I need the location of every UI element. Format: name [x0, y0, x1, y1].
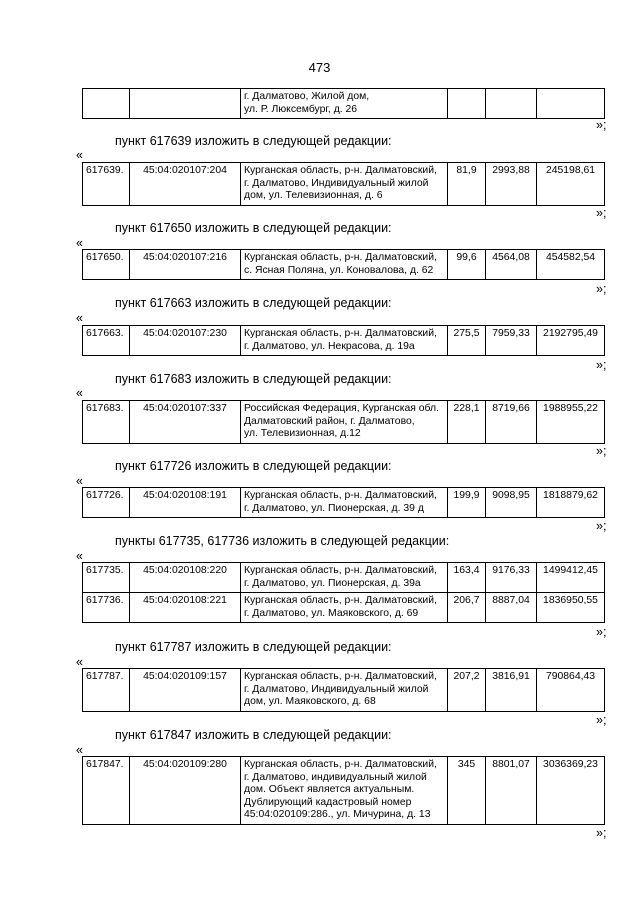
table-row	[83, 326, 605, 356]
opening-quote: «	[76, 311, 83, 325]
address-line: Курганская область, р-н. Далматовский,	[244, 759, 437, 770]
cell-total: 1499412,45	[537, 563, 605, 593]
table-row	[83, 250, 605, 280]
opening-quote: «	[76, 549, 83, 563]
cell-rate: 3816,91	[486, 669, 537, 712]
opening-quote: «	[76, 655, 83, 669]
address-line: г. Далматово, Жилой дом,	[244, 91, 370, 102]
cell-cadastral: 45:04:020108:220	[130, 563, 241, 593]
address-line: Курганская область, р-н. Далматовский,	[244, 490, 437, 501]
address-line: Курганская область, р-н. Далматовский,	[244, 595, 437, 606]
cell-rate: 8719,66	[486, 401, 537, 444]
address-line: Курганская область, р-н. Далматовский,	[244, 328, 437, 339]
amendment-instruction: пункт 617650 изложить в следующей редакции:	[115, 221, 392, 235]
address-line: Далматовский район, г. Далматово,	[244, 415, 415, 427]
cell-rate	[486, 89, 537, 119]
address-line: дом. Объект является актуальным.	[244, 784, 415, 795]
cell-total: 2192795,49	[537, 326, 605, 356]
cell-rate: 2993,88	[486, 163, 537, 206]
cell-number	[83, 89, 130, 119]
cell-cadastral: 45:04:020109:280	[130, 757, 241, 825]
address-line: 45:04:020109:286., ул. Мичурина, д. 13	[244, 809, 431, 820]
amendment-instruction: пункт 617663 изложить в следующей редакции:	[115, 296, 392, 310]
closing-quote: »;	[596, 358, 607, 372]
opening-quote: «	[76, 236, 83, 250]
cell-rate: 9098,95	[486, 488, 537, 518]
cell-address	[241, 669, 448, 712]
cell-total: 1988955,22	[537, 401, 605, 444]
cell-rate: 8887,04	[486, 593, 537, 623]
cell-address	[241, 250, 448, 280]
closing-quote: »;	[596, 444, 607, 458]
cell-number: 617683.	[83, 401, 130, 444]
cell-area: 163,4	[448, 563, 486, 593]
cell-area: 228,1	[448, 401, 486, 444]
cell-cadastral: 45:04:020107:230	[130, 326, 241, 356]
cell-total: 245198,61	[537, 163, 605, 206]
opening-quote: «	[76, 474, 83, 488]
opening-quote: «	[76, 386, 83, 400]
address-line: дом, ул. Маяковского, д. 68	[244, 696, 376, 707]
amendment-instruction: пункт 617683 изложить в следующей редакции:	[115, 372, 392, 386]
registry-table-continuation	[82, 88, 605, 119]
cell-total: 454582,54	[537, 250, 605, 280]
cell-number: 617663.	[83, 326, 130, 356]
address-line: Курганская область, р-н. Далматовский,	[244, 671, 437, 682]
cell-area: 81,9	[448, 163, 486, 206]
address-line: Российская Федерация, Курганская обл.	[244, 403, 439, 414]
cell-address	[241, 757, 448, 825]
cell-number: 617847.	[83, 757, 130, 825]
table-row	[83, 488, 605, 518]
cell-number: 617726.	[83, 488, 130, 518]
closing-quote: »;	[596, 206, 607, 220]
address-line: г. Далматово, Индивидуальный жилой	[244, 177, 429, 189]
opening-quote: «	[76, 148, 83, 162]
address-line: г. Далматово, Индивидуальный жилой	[244, 683, 429, 695]
cell-total: 1836950,55	[537, 593, 605, 623]
cell-cadastral	[130, 89, 241, 119]
cell-cadastral: 45:04:020107:216	[130, 250, 241, 280]
cell-area: 206,7	[448, 593, 486, 623]
closing-quote: »;	[596, 118, 607, 132]
cell-cadastral: 45:04:020107:337	[130, 401, 241, 444]
registry-table	[82, 162, 605, 206]
cell-address	[241, 163, 448, 206]
address-line: дом, ул. Телевизионная, д. 6	[244, 190, 383, 201]
closing-quote: »;	[596, 713, 607, 727]
table-row	[83, 593, 605, 623]
registry-table	[82, 668, 605, 712]
cell-cadastral: 45:04:020108:191	[130, 488, 241, 518]
cell-address	[241, 593, 448, 623]
cell-rate: 7959,33	[486, 326, 537, 356]
registry-table	[82, 325, 605, 356]
registry-table	[82, 562, 605, 623]
cell-cadastral: 45:04:020108:221	[130, 593, 241, 623]
cell-cadastral: 45:04:020107:204	[130, 163, 241, 206]
amendment-instruction: пункт 617787 изложить в следующей редакции:	[115, 640, 392, 654]
cell-total: 790864,43	[537, 669, 605, 712]
cell-area: 199,9	[448, 488, 486, 518]
cell-address	[241, 401, 448, 444]
table-row	[83, 757, 605, 825]
address-line: г. Далматово, ул. Пионерская, д. 39 д	[244, 502, 424, 514]
registry-table	[82, 400, 605, 444]
address-line: ул. Телевизионная, д.12	[244, 428, 361, 439]
table-row	[83, 89, 605, 119]
amendment-instruction: пункт 617847 изложить в следующей редакции:	[115, 728, 392, 742]
address-line: Курганская область, р-н. Далматовский,	[244, 565, 437, 576]
cell-address	[241, 563, 448, 593]
cell-number: 617736.	[83, 593, 130, 623]
table-row	[83, 163, 605, 206]
cell-number: 617639.	[83, 163, 130, 206]
address-line: с. Ясная Поляна, ул. Коновалова, д. 62	[244, 264, 434, 276]
table-row	[83, 669, 605, 712]
address-line: г. Далматово, ул. Маяковского, д. 69	[244, 607, 419, 619]
table-row	[83, 563, 605, 593]
cell-number: 617650.	[83, 250, 130, 280]
closing-quote: »;	[596, 519, 607, 533]
amendment-instruction: пункт 617726 изложить в следующей редакции:	[115, 459, 392, 473]
cell-address	[241, 326, 448, 356]
cell-area: 345	[448, 757, 486, 825]
address-line: Курганская область, р-н. Далматовский,	[244, 165, 437, 176]
address-line: ул. Р. Люксембург, д. 26	[244, 103, 358, 115]
page-number: 473	[308, 60, 331, 75]
closing-quote: »;	[596, 826, 607, 840]
address-line: г. Далматово, ул. Некрасова, д. 19а	[244, 340, 415, 352]
table-row	[83, 401, 605, 444]
closing-quote: »;	[596, 282, 607, 296]
cell-area: 99,6	[448, 250, 486, 280]
cell-total	[537, 89, 605, 119]
cell-area: 207,2	[448, 669, 486, 712]
cell-address	[241, 89, 448, 119]
closing-quote: »;	[596, 625, 607, 639]
cell-area: 275,5	[448, 326, 486, 356]
cell-rate: 4564,08	[486, 250, 537, 280]
cell-total: 3036369,23	[537, 757, 605, 825]
cell-rate: 9176,33	[486, 563, 537, 593]
cell-area	[448, 89, 486, 119]
cell-total: 1818879,62	[537, 488, 605, 518]
amendment-instruction: пункт 617639 изложить в следующей редакции:	[115, 134, 392, 148]
amendment-instruction: пункты 617735, 617736 изложить в следующей редакции:	[115, 534, 450, 548]
registry-table	[82, 249, 605, 280]
registry-table	[82, 756, 605, 825]
cell-rate: 8801,07	[486, 757, 537, 825]
cell-number: 617735.	[83, 563, 130, 593]
address-line: г. Далматово, индивидуальный жилой	[244, 771, 427, 783]
cell-number: 617787.	[83, 669, 130, 712]
cell-cadastral: 45:04:020109:157	[130, 669, 241, 712]
address-line: г. Далматово, ул. Пионерская, д. 39а	[244, 577, 421, 589]
cell-address	[241, 488, 448, 518]
address-line: Дублирующий кадастровый номер	[244, 796, 412, 808]
opening-quote: «	[76, 743, 83, 757]
registry-table	[82, 487, 605, 518]
address-line: Курганская область, р-н. Далматовский,	[244, 252, 437, 263]
